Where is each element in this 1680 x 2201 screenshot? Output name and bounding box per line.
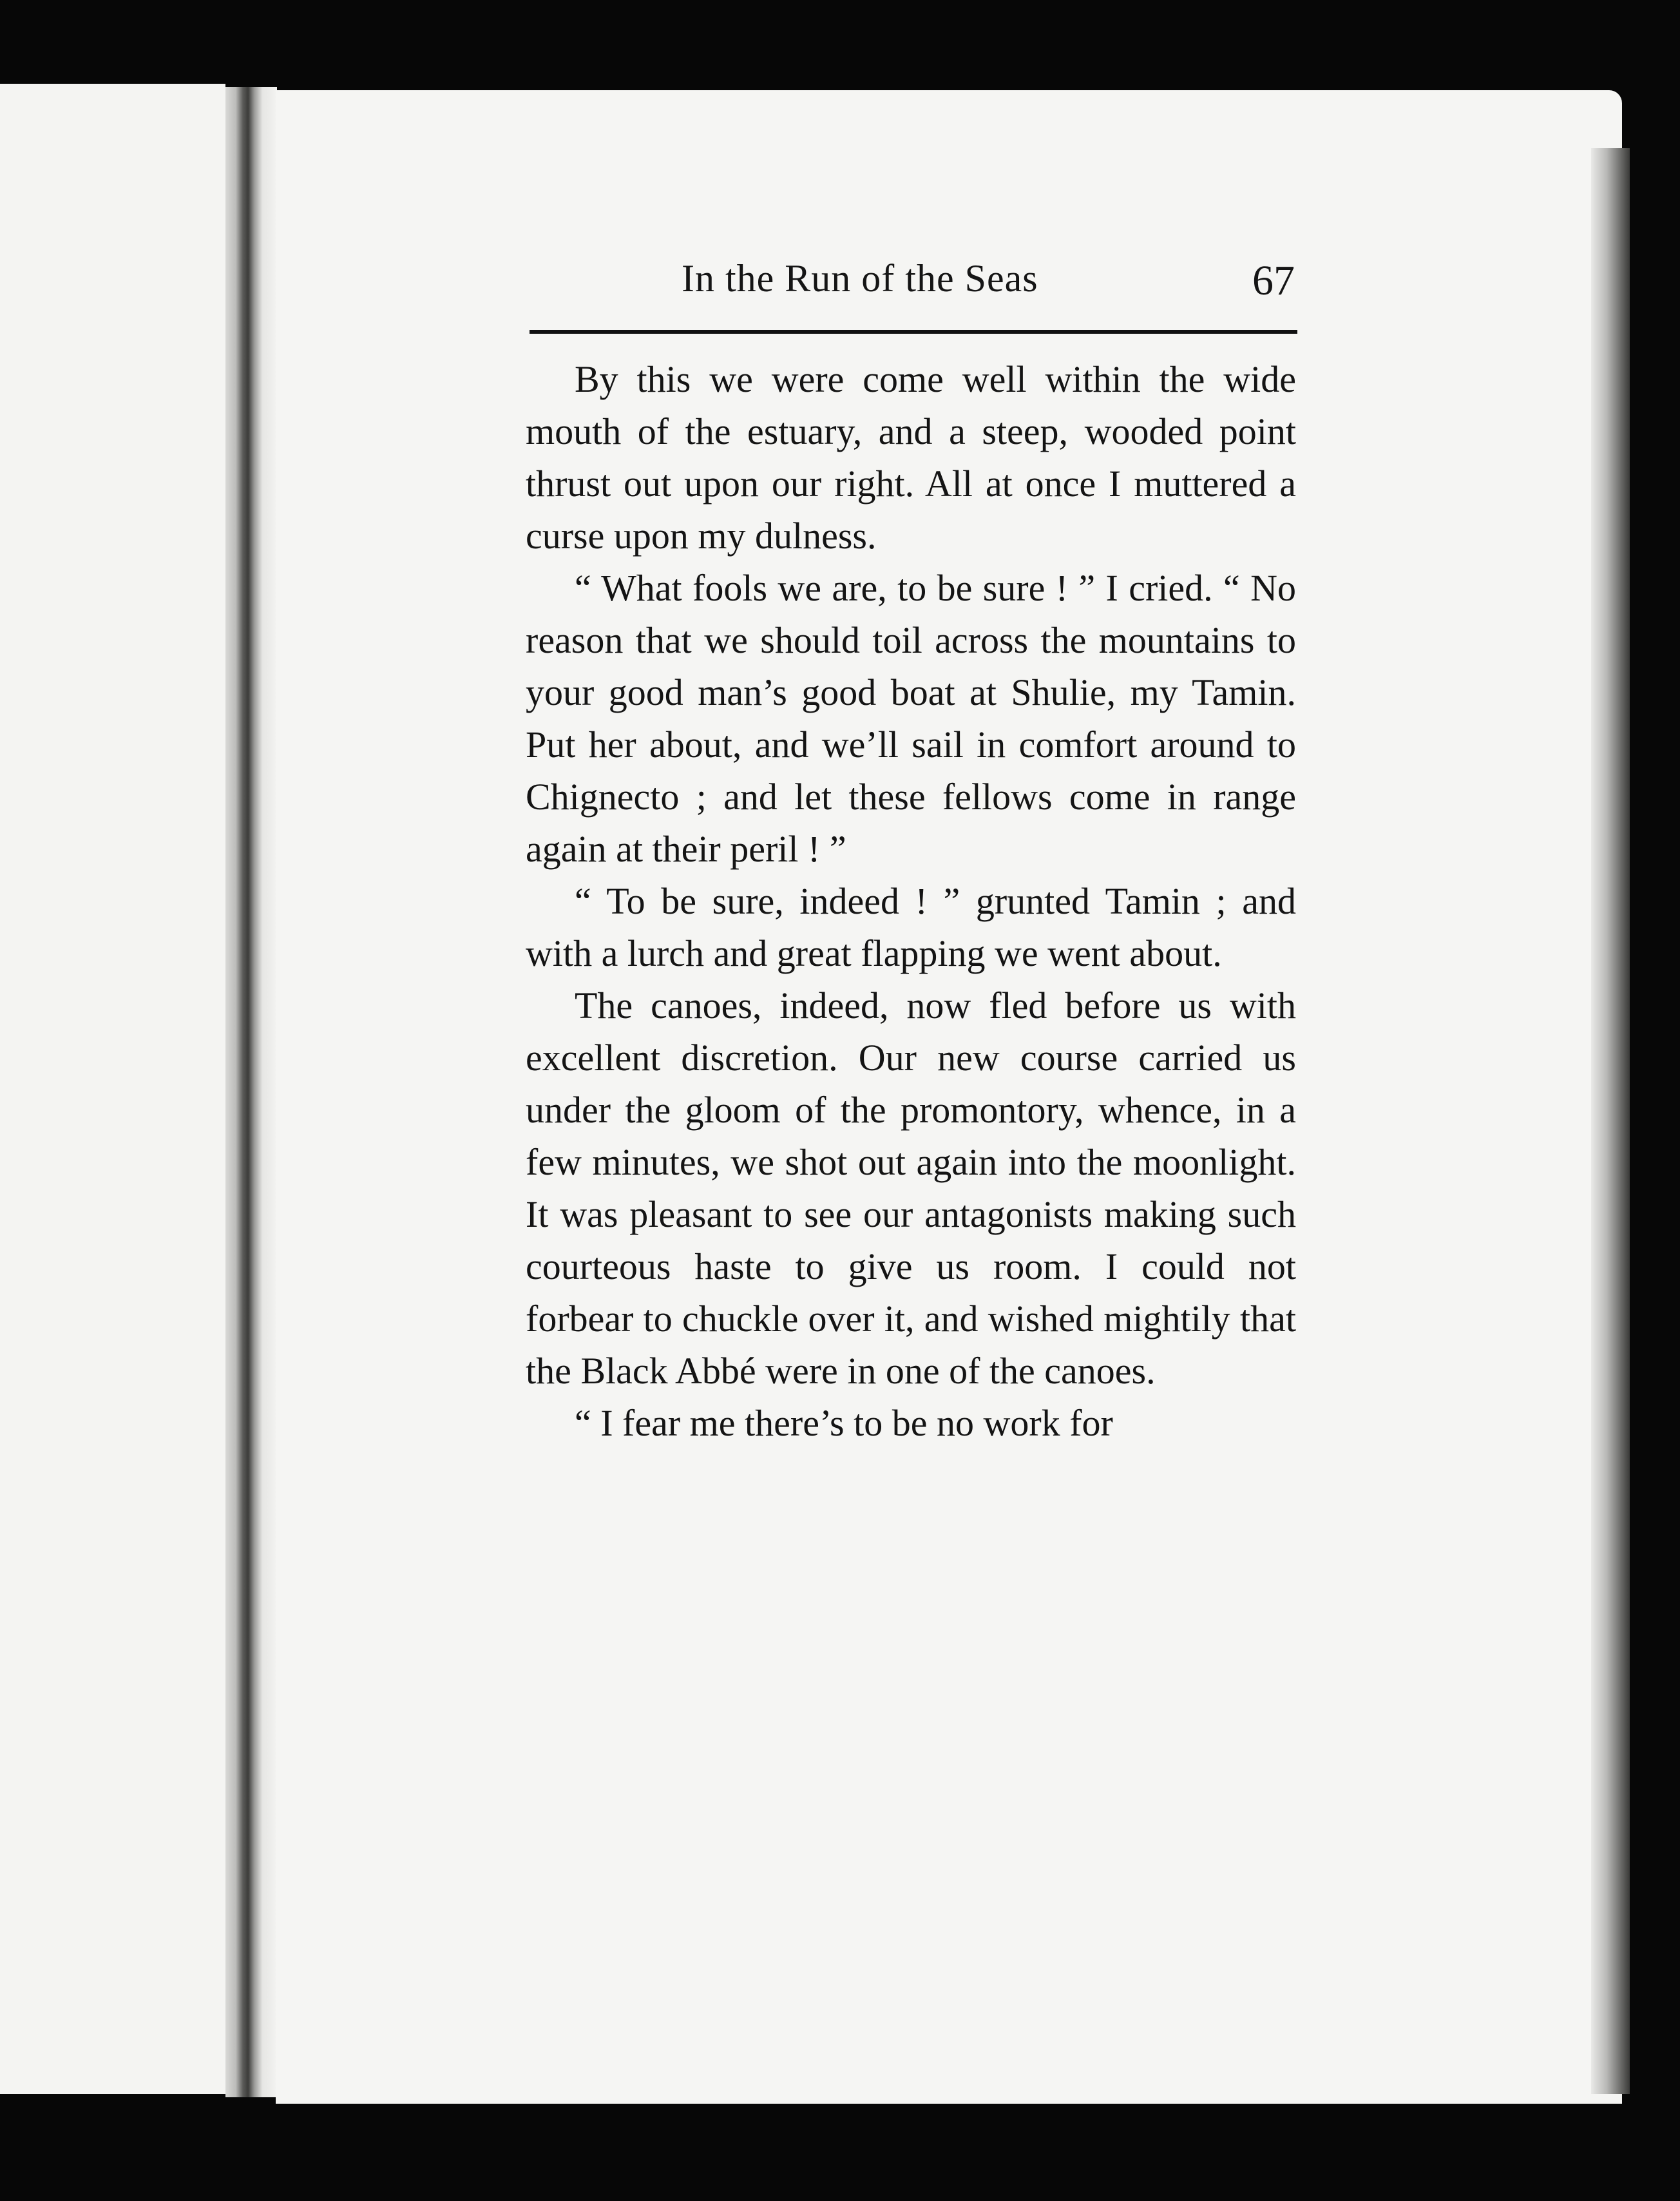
paragraph: The canoes, indeed, now fled before us with excellent discretion. Our new course carried us under the gloom of the promontory, whence, in a few minutes, we shot out again into the moonlight. It was pleasant to see our antagonists making such courteous haste to give us room. I could not forbear to chuckle over it, and wished mightily that the Black Abbé were in one of the canoes. — [526, 985, 1296, 1392]
running-title: In the Run of the Seas — [682, 257, 1038, 300]
paragraph: By this we were come well within the wide mouth of the estuary, and a steep, wooded point thrust out upon our right. All at once I muttered a curse upon my dulness. — [526, 358, 1296, 557]
paragraph: “ I fear me there’s to be no work for — [575, 1402, 1113, 1444]
header-rule — [530, 330, 1297, 334]
paragraph: “ To be sure, indeed ! ” grunted Tamin ; and with a lurch and great flapping we went about. — [526, 880, 1296, 974]
body-text — [526, 353, 1296, 1449]
paragraph: “ What fools we are, to be sure ! ” I cried. “ No reason that we should toil across the mountains to your good man’s good boat at Shulie, my Tamin. Put her about, and we’ll sail in comfort around to Chignecto ; and let these fellows come in range again at their peril ! ” — [526, 567, 1296, 870]
page-edge — [1591, 148, 1630, 2094]
left-page — [0, 84, 225, 2094]
page-number: 67 — [1252, 257, 1295, 304]
book-gutter — [225, 87, 277, 2097]
